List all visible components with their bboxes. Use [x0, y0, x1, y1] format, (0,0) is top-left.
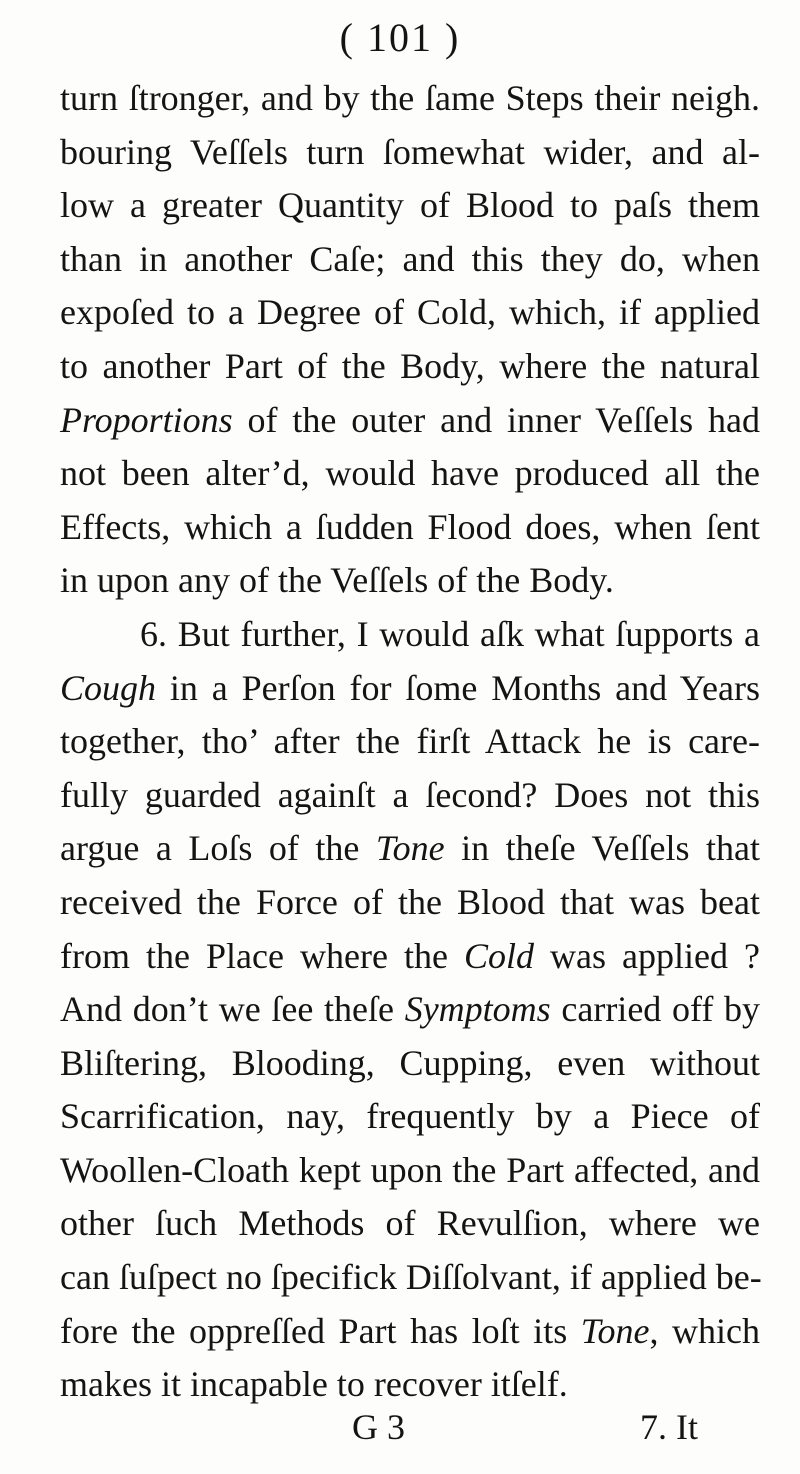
italic-run: Tone	[375, 828, 445, 869]
text-line	[60, 554, 760, 608]
text-line	[60, 179, 760, 233]
page-number: ( 101 )	[339, 15, 461, 60]
text-run: of the outer and inner Veſſels had	[232, 399, 760, 440]
text-line	[60, 608, 760, 662]
text-line	[60, 233, 760, 287]
signature-mark: G 3	[352, 1407, 405, 1447]
text-line	[60, 662, 760, 716]
text-run: fully guarded againſt a ſecond? Does not this	[60, 774, 760, 815]
text-run: , which	[649, 1310, 760, 1351]
text-line	[60, 1197, 760, 1251]
body-text	[60, 72, 760, 1412]
text-run: than in another Caſe; and this they do, when	[60, 238, 760, 279]
text-line	[60, 983, 760, 1037]
text-run: not been alter’d, would have produced all the	[60, 453, 760, 494]
text-run: in upon any of the Veſſels of the Body.	[60, 560, 614, 601]
text-line	[60, 1090, 760, 1144]
text-line	[60, 501, 760, 555]
text-run: low a greater Quantity of Blood to paſs them	[60, 185, 760, 226]
text-line	[60, 715, 760, 769]
text-line	[60, 72, 760, 126]
text-run: in theſe Veſſels that	[444, 828, 761, 869]
text-line	[60, 340, 760, 394]
text-run: together, tho’ after the firſt Attack he is care-	[60, 721, 760, 762]
text-line	[60, 822, 760, 876]
text-run: Effects, which a ſudden Flood does, when ſent	[60, 506, 760, 547]
text-run: argue a Loſs of the	[60, 828, 376, 869]
text-line	[60, 1037, 760, 1091]
text-run: turn ſtronger, and by the ſame Steps their neigh.	[60, 78, 760, 118]
text-run: in a Perſon for ſome Months and Years	[156, 667, 760, 708]
text-run: And don’t we ſee theſe	[60, 989, 405, 1030]
italic-run: Symptoms	[404, 989, 551, 1030]
text-run: makes it incapable to recover itſelf.	[60, 1364, 568, 1405]
text-line	[60, 286, 760, 340]
text-run: can ſuſpect no ſpecifick Diſſolvant, if applied be-	[60, 1257, 762, 1298]
text-run: bouring Veſſels turn ſomewhat wider, and al-	[60, 131, 760, 172]
page-footer	[0, 1402, 800, 1452]
text-run: Scarrification, nay, frequently by a Piece of	[60, 1096, 760, 1137]
text-line	[60, 126, 760, 180]
text-line	[60, 1305, 760, 1359]
text-run: from the Place where the	[60, 935, 464, 976]
text-run: fore the oppreſſed Part has loſt its	[60, 1310, 581, 1351]
text-run: expoſed to a Degree of Cold, which, if applied	[60, 292, 760, 333]
text-line	[60, 876, 760, 930]
text-line	[60, 1251, 760, 1305]
text-run: Woollen-Cloath kept upon the Part affected, and	[60, 1149, 760, 1190]
text-line	[60, 769, 760, 823]
text-line	[60, 930, 760, 984]
italic-run: Proportions	[60, 399, 233, 440]
text-run: to another Part of the Body, where the natural	[60, 345, 760, 386]
catchword: 7. It	[640, 1407, 698, 1447]
italic-run: Tone	[580, 1310, 650, 1351]
text-run: Bliſtering, Blooding, Cupping, even without	[60, 1042, 760, 1083]
text-run: carried off by	[550, 989, 760, 1030]
text-line	[60, 447, 760, 501]
italic-run: Cold	[463, 935, 534, 976]
text-run: was applied ?	[533, 935, 760, 976]
text-run: received the Force of the Blood that was beat	[60, 881, 760, 922]
text-line	[60, 394, 760, 448]
italic-run: Cough	[60, 667, 157, 708]
text-run: other ſuch Methods of Revulſion, where we	[60, 1203, 760, 1244]
text-run: 6. But further, I would aſk what ſupports a	[140, 613, 760, 654]
text-line	[60, 1144, 760, 1198]
